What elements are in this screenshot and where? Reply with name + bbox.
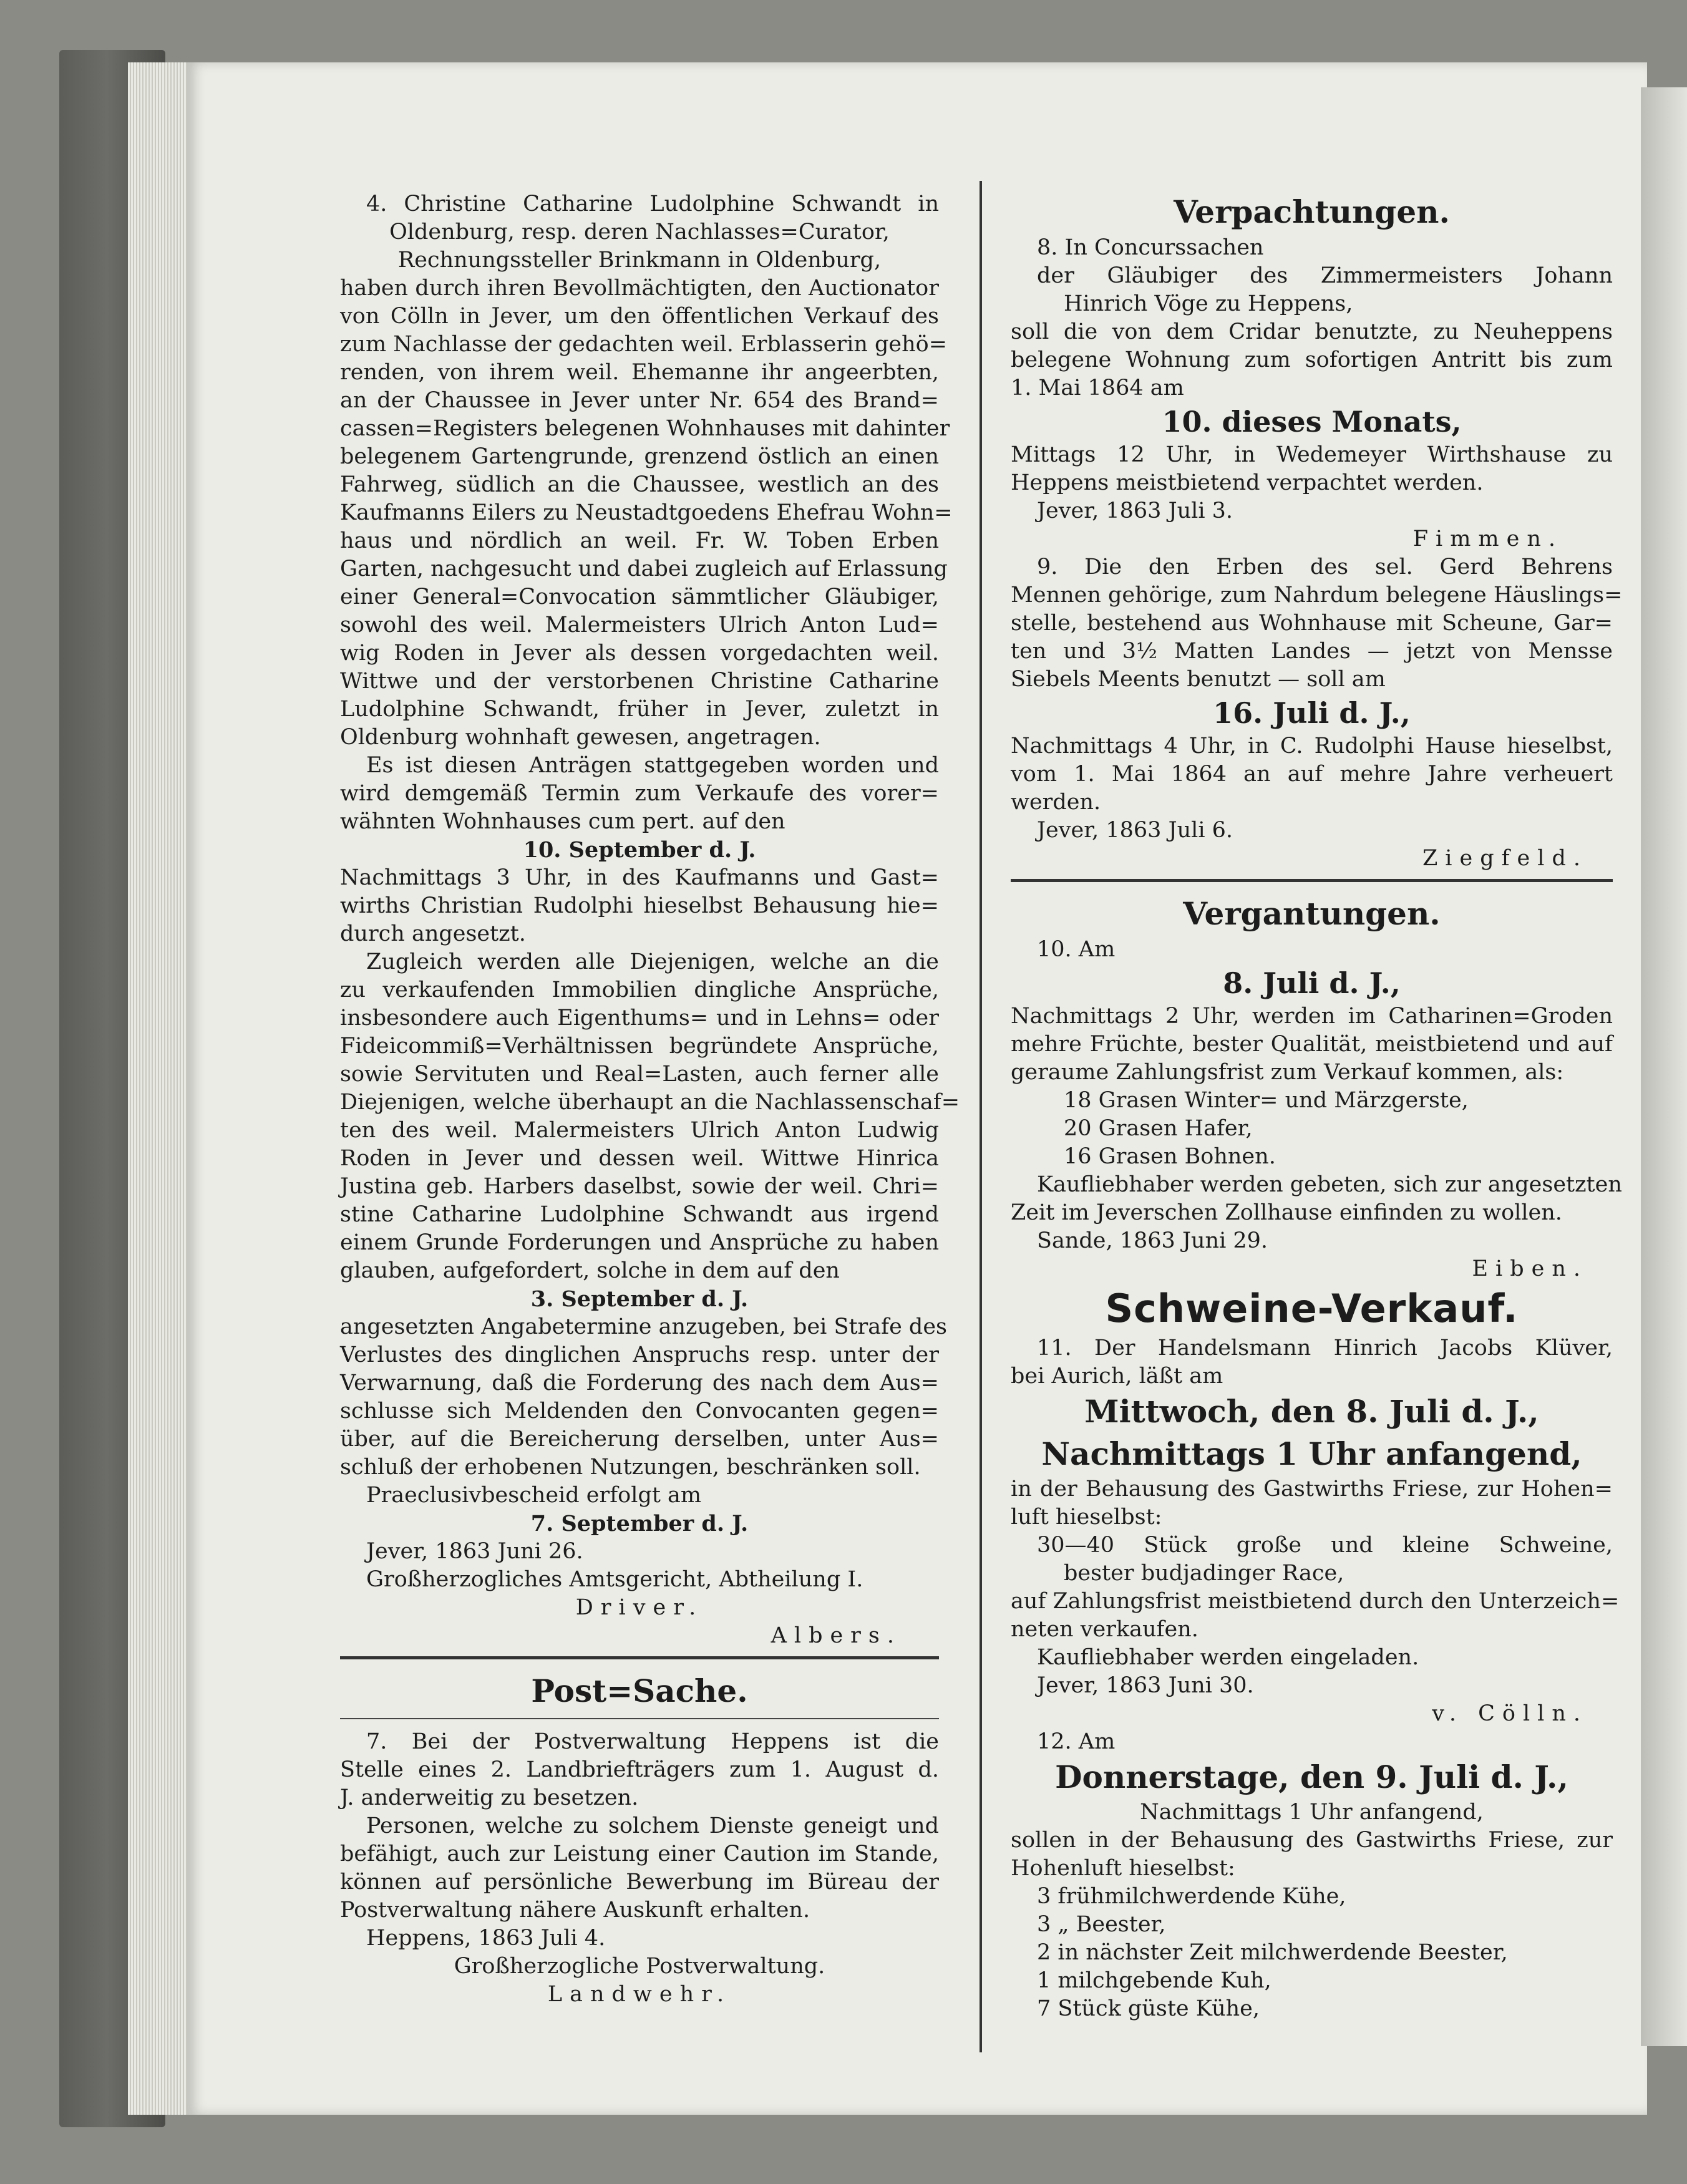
date-line: Nachmittags 1 Uhr anfangend, xyxy=(1041,1435,1582,1472)
text-line: Ludolphine Schwandt, früher in Jever, zuletzt in xyxy=(340,697,939,722)
text-line: 1. Mai 1864 am xyxy=(1011,376,1184,400)
text-line: Jever, 1863 Juli 6. xyxy=(1037,818,1233,843)
text-line: Nachmittags 1 Uhr anfangend, xyxy=(1140,1800,1484,1825)
text-line: Hinrich Vöge zu Heppens, xyxy=(1064,291,1353,316)
text-line: Nachmittags 2 Uhr, werden im Catharinen=Groden xyxy=(1011,1004,1613,1029)
text-line: Diejenigen, welche überhaupt an die Nachlassenschaf= xyxy=(340,1090,960,1115)
text-line: Oldenburg wohnhaft gewesen, angetragen. xyxy=(340,725,821,750)
text-line: 7. Bei der Postverwaltung Heppens ist die xyxy=(366,1729,939,1754)
text-line: Sande, 1863 Juni 29. xyxy=(1037,1228,1268,1253)
text-line: bester budjadinger Race, xyxy=(1064,1561,1344,1586)
text-line: Fahrweg, südlich an die Chaussee, westlich an des xyxy=(340,472,939,497)
text-line: Postverwaltung nähere Auskunft erhalten. xyxy=(340,1898,810,1923)
text-line: sollen in der Behausung des Gastwirths Friese, zur xyxy=(1011,1828,1613,1853)
text-line: glauben, aufgefordert, solche in dem auf den xyxy=(340,1258,840,1283)
signature: Landwehr. xyxy=(547,1982,732,2007)
text-line: Mittags 12 Uhr, in Wedemeyer Wirthshause zu xyxy=(1011,442,1613,467)
text-line: Jever, 1863 Juli 3. xyxy=(1037,498,1233,523)
text-line: einer General=Convocation sämmtlicher Gläubiger, xyxy=(340,585,939,609)
text-line: Großherzogliche Postverwaltung. xyxy=(454,1954,825,1979)
text-line: belegenem Gartengrunde, grenzend östlich an einen xyxy=(340,444,939,469)
signature: Driver. xyxy=(575,1595,704,1620)
text-line: bei Aurich, läßt am xyxy=(1011,1364,1223,1389)
text-line: J. anderweitig zu besetzen. xyxy=(340,1785,639,1810)
section-rule xyxy=(1011,879,1613,882)
text-line: Zugleich werden alle Diejenigen, welche an die xyxy=(366,949,939,974)
text-line: Heppens meistbietend verpachtet werden. xyxy=(1011,470,1484,495)
text-line: Praeclusivbescheid erfolgt am xyxy=(366,1483,702,1508)
text-line: renden, von ihrem weil. Ehemanne ihr angeerbten, xyxy=(340,360,939,385)
text-line: 8. In Concurssachen xyxy=(1037,235,1264,260)
text-line: Kaufliebhaber werden eingeladen. xyxy=(1037,1645,1419,1670)
text-line: sowie Servituten und Real=Lasten, auch ferner alle xyxy=(340,1062,939,1087)
text-line: 9. Die den Erben des sel. Gerd Behrens xyxy=(1037,555,1613,580)
date-line: 16. Juli d. J., xyxy=(1213,696,1411,730)
text-line: belegene Wohnung zum sofortigen Antritt bis zum xyxy=(1011,347,1613,372)
text-line: mehre Früchte, bester Qualität, meistbietend und auf xyxy=(1011,1032,1613,1057)
text-line: befähigt, auch zur Leistung einer Caution im Stande, xyxy=(340,1842,939,1866)
signature: Ziegfeld. xyxy=(1422,846,1588,871)
text-line: Kaufliebhaber werden gebeten, sich zur angesetzten xyxy=(1037,1172,1622,1197)
date-line: 10. dieses Monats, xyxy=(1162,405,1462,439)
text-line: Personen, welche zu solchem Dienste geneigt und xyxy=(366,1813,939,1838)
text-line: über, auf die Bereicherung derselben, unter Aus= xyxy=(340,1427,939,1452)
text-line: sowohl des weil. Malermeisters Ulrich Anton Lud= xyxy=(340,613,939,638)
signature: Eiben. xyxy=(1472,1256,1588,1281)
text-line: Fideicommiß=Verhältnissen begründete Ansprüche, xyxy=(340,1034,939,1059)
text-line: luft hieselbst: xyxy=(1011,1505,1162,1530)
text-line: wird demgemäß Termin zum Verkaufe des vorer= xyxy=(340,781,939,806)
list-item: 7 Stück güste Kühe, xyxy=(1037,1996,1260,2021)
text-line: geraume Zahlungsfrist zum Verkauf kommen, als: xyxy=(1011,1060,1564,1085)
text-line: haus und nördlich an weil. Fr. W. Toben Erben xyxy=(340,528,939,553)
text-line: einem Grunde Forderungen und Ansprüche zu haben xyxy=(340,1230,939,1255)
text-line: vom 1. Mai 1864 an auf mehre Jahre verheuert xyxy=(1011,762,1613,787)
date-line: 7. September d. J. xyxy=(530,1511,749,1536)
date-line: Donnerstage, den 9. Juli d. J., xyxy=(1055,1759,1568,1795)
text-line: wähnten Wohnhauses cum pert. auf den xyxy=(340,809,785,834)
text-line: durch angesetzt. xyxy=(340,921,526,946)
text-line: 4. Christine Catharine Ludolphine Schwandt in xyxy=(366,192,939,216)
text-line: Kaufmanns Eilers zu Neustadtgoedens Ehefrau Wohn= xyxy=(340,500,953,525)
section-heading: Schweine-Verkauf. xyxy=(1105,1286,1519,1331)
section-rule xyxy=(340,1718,939,1719)
date-line: 3. September d. J. xyxy=(530,1286,749,1312)
list-item: 1 milchgebende Kuh, xyxy=(1037,1968,1271,1993)
date-line: 8. Juli d. J., xyxy=(1223,966,1401,1000)
text-line: Nachmittags 3 Uhr, in des Kaufmanns und Gast= xyxy=(340,865,939,890)
text-line: Stelle eines 2. Landbriefträgers zum 1. August d. xyxy=(340,1757,939,1782)
text-line: wirths Christian Rudolphi hieselbst Behausung hie= xyxy=(340,893,939,918)
section-heading: Post=Sache. xyxy=(531,1672,748,1709)
text-line: können auf persönliche Bewerbung im Büreau der xyxy=(340,1870,939,1895)
text-line: Oldenburg, resp. deren Nachlasses=Curator, xyxy=(389,220,890,245)
section-heading: Vergantungen. xyxy=(1183,895,1441,932)
text-line: stelle, bestehend aus Wohnhause mit Scheune, Gar= xyxy=(1011,611,1613,636)
facing-page-edge xyxy=(1641,87,1687,2046)
text-line: zu verkaufenden Immobilien dingliche Ansprüche, xyxy=(340,978,939,1002)
list-item: 16 Grasen Bohnen. xyxy=(1064,1144,1276,1169)
text-line: von Cölln in Jever, um den öffentlichen Verkauf des xyxy=(340,304,939,329)
text-line: Großherzogliches Amtsgericht, Abtheilung I. xyxy=(366,1567,863,1592)
text-line: in der Behausung des Gastwirths Friese, zur Hohen= xyxy=(1011,1477,1613,1502)
date-line: Mittwoch, den 8. Juli d. J., xyxy=(1084,1393,1539,1430)
right-column xyxy=(1011,190,1623,2023)
date-line: 10. September d. J. xyxy=(523,837,756,863)
text-line: 10. Am xyxy=(1037,937,1116,962)
text-line: Verlustes des dinglichen Anspruchs resp. unter der xyxy=(340,1342,939,1367)
text-line: 30—40 Stück große und kleine Schweine, xyxy=(1037,1533,1613,1558)
text-line: neten verkaufen. xyxy=(1011,1617,1198,1642)
signature: Albers. xyxy=(771,1623,902,1648)
text-line: Jever, 1863 Juni 30. xyxy=(1037,1673,1254,1698)
text-line: soll die von dem Cridar benutzte, zu Neuheppens xyxy=(1011,319,1613,344)
section-rule xyxy=(340,1656,939,1659)
text-line: Garten, nachgesucht und dabei zugleich auf Erlassung xyxy=(340,556,948,581)
text-line: 11. Der Handelsmann Hinrich Jacobs Klüver, xyxy=(1037,1336,1613,1361)
text-line: haben durch ihren Bevollmächtigten, den Auctionator xyxy=(340,276,939,301)
text-line: Nachmittags 4 Uhr, in C. Rudolphi Hause hieselbst, xyxy=(1011,734,1613,759)
text-line: Jever, 1863 Juni 26. xyxy=(366,1539,583,1564)
text-line: Roden in Jever und dessen weil. Wittwe Hinrica xyxy=(340,1146,939,1171)
text-line: zum Nachlasse der gedachten weil. Erblasserin gehö= xyxy=(340,332,948,357)
signature: v. Cölln. xyxy=(1432,1701,1588,1726)
list-item: 2 in nächster Zeit milchwerdende Beester, xyxy=(1037,1940,1508,1965)
text-line: Heppens, 1863 Juli 4. xyxy=(366,1926,606,1951)
text-line: Hohenluft hieselbst: xyxy=(1011,1856,1235,1881)
text-line: an der Chaussee in Jever unter Nr. 654 des Brand= xyxy=(340,388,939,413)
text-line: auf Zahlungsfrist meistbietend durch den Unterzeich= xyxy=(1011,1589,1620,1614)
text-line: Mennen gehörige, zum Nahrdum belegene Häuslings= xyxy=(1011,583,1623,608)
text-line: schluß der erhobenen Nutzungen, beschränken soll. xyxy=(340,1455,921,1480)
signature: Fimmen. xyxy=(1412,527,1563,551)
text-line: cassen=Registers belegenen Wohnhauses mit dahinter xyxy=(340,416,950,441)
text-line: Verwarnung, daß die Forderung des nach dem Aus= xyxy=(340,1371,939,1395)
text-line: insbesondere auch Eigenthums= und in Lehns= oder xyxy=(340,1006,939,1031)
list-item: 20 Grasen Hafer, xyxy=(1064,1116,1253,1141)
text-line: der Gläubiger des Zimmermeisters Johann xyxy=(1037,263,1613,288)
list-item: 3 „ Beester, xyxy=(1037,1912,1166,1937)
text-line: Siebels Meents benutzt — soll am xyxy=(1011,667,1386,692)
text-line: wig Roden in Jever als dessen vorgedachten weil. xyxy=(340,641,939,666)
text-line: ten des weil. Malermeisters Ulrich Anton Ludwig xyxy=(340,1118,939,1143)
column-divider xyxy=(980,181,982,2052)
text-line: 12. Am xyxy=(1037,1729,1116,1754)
text-line: Justina geb. Harbers daselbst, sowie der weil. Chri= xyxy=(340,1174,939,1199)
text-line: schlusse sich Meldenden den Convocanten gegen= xyxy=(340,1399,939,1424)
text-line: angesetzten Angabetermine anzugeben, bei Strafe des xyxy=(340,1314,947,1339)
left-column xyxy=(340,190,960,2009)
text-line: Rechnungssteller Brinkmann in Oldenburg, xyxy=(397,248,882,273)
section-heading: Verpachtungen. xyxy=(1174,193,1450,230)
text-line: Wittwe und der verstorbenen Christine Catharine xyxy=(340,669,939,694)
list-item: 3 frühmilchwerdende Kühe, xyxy=(1037,1884,1346,1909)
text-line: Zeit im Jeverschen Zollhause einfinden zu wollen. xyxy=(1011,1200,1562,1225)
text-line: ten und 3½ Matten Landes — jetzt von Mensse xyxy=(1011,639,1613,664)
text-line: Es ist diesen Anträgen stattgegeben worden und xyxy=(366,753,939,778)
text-line: werden. xyxy=(1011,790,1101,815)
list-item: 18 Grasen Winter= und Märzgerste, xyxy=(1064,1088,1469,1113)
text-line: stine Catharine Ludolphine Schwandt aus irgend xyxy=(340,1202,939,1227)
